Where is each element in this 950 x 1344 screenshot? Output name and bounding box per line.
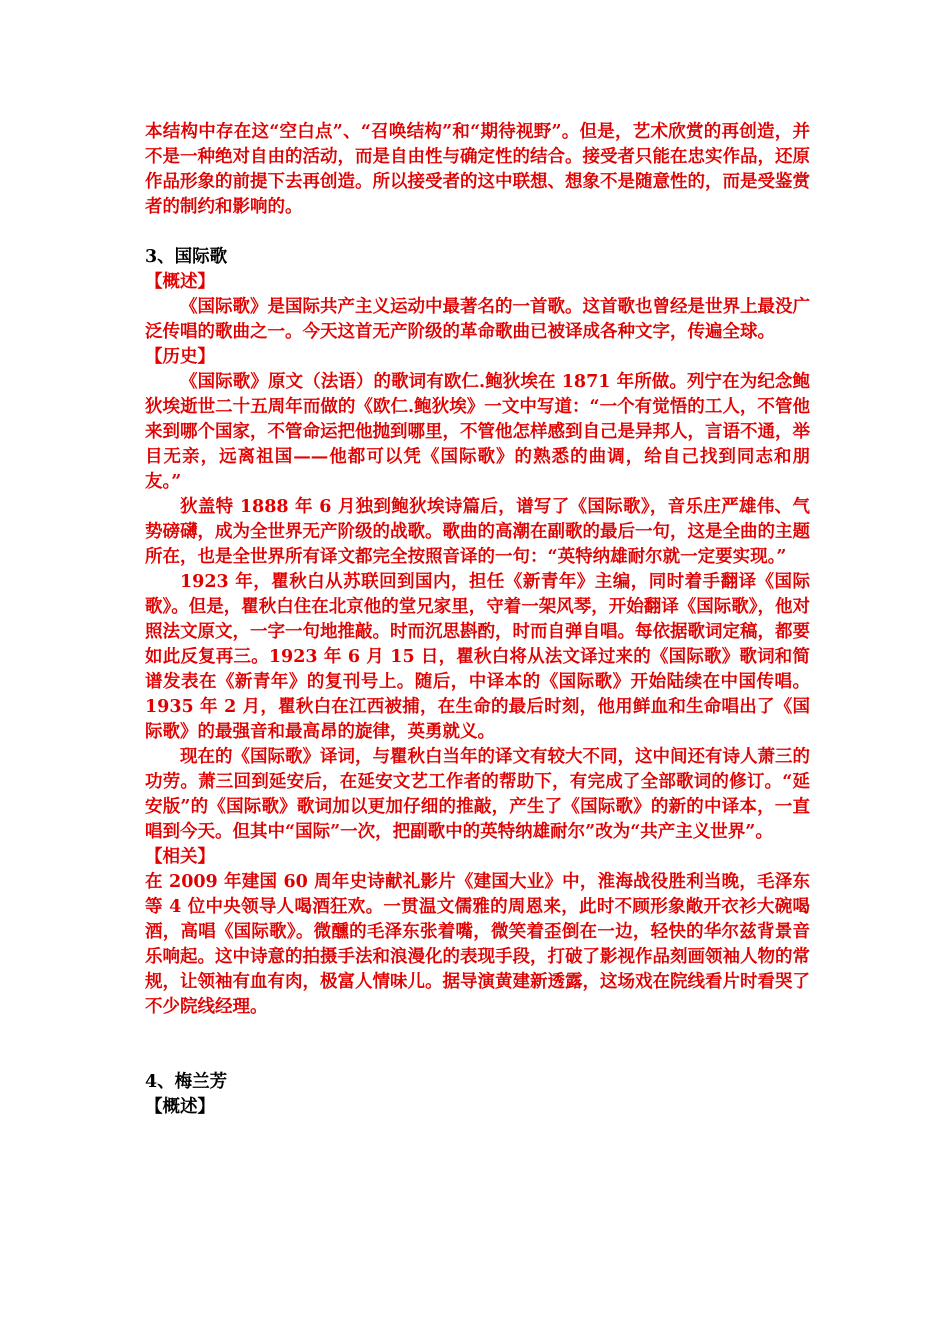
history-paragraph-1: 《国际歌》原文（法语）的歌词有欧仁.鲍狄埃在 1871 年所做。列宁在为纪念鲍狄埃逝世二十五周年而做的《欧仁.鲍狄埃》一文中写道：“一个有觉悟的工人，不管他来到哪个国家，不管命运把他抛到哪里，不管他怎样感到自己是异邦人，言语不通，举目无亲，远离祖国——他都可以凭《国际歌》的熟悉的曲调，给自己找到同志和朋友。” (145, 372, 810, 492)
section-title-mei-lanfang: 4、梅兰芳 (145, 1072, 228, 1092)
history-label: 【历史】 (145, 347, 215, 367)
intro-paragraph: 本结构中存在这“空白点”、“召唤结构”和“期待视野”。但是，艺术欣赏的再创造，并不是一种绝对自由的活动，而是自由性与确定性的结合。接受者只能在忠实作品，还原作品形象的前提下去再创造。所以接受者的这中联想、想象不是随意性的，而是受鉴赏者的制约和影响的。 (145, 122, 810, 217)
overview-label: 【概述】 (145, 272, 215, 292)
overview-paragraph: 《国际歌》是国际共产主义运动中最著名的一首歌。这首歌也曾经是世界上最没广泛传唱的歌曲之一。今天这首无产阶级的革命歌曲已被译成各种文字，传遍全球。 (145, 297, 810, 342)
history-paragraph-4: 现在的《国际歌》译词，与瞿秋白当年的译文有较大不同，这中间还有诗人萧三的功劳。萧三回到延安后，在延安文艺工作者的帮助下，有完成了全部歌词的修订。“延安版”的《国际歌》歌词加以更加仔细的推敲，产生了《国际歌》的新的中译本，一直唱到今天。但其中“国际”一次，把副歌中的英特纳雄耐尔”改为“共产主义世界”。 (145, 747, 810, 842)
section-title-internationale: 3、国际歌 (145, 247, 228, 267)
related-paragraph: 在 2009 年建国 60 周年史诗献礼影片《建国大业》中，淮海战役胜利当晚，毛泽东等 4 位中央领导人喝酒狂欢。一贯温文儒雅的周恩来，此时不顾形象敞开衣衫大碗喝酒，高唱《国际歌》。微醺的毛泽东张着嘴，微笑着歪倒在一边，轻快的华尔兹背景音乐响起。这中诗意的拍摄手法和浪漫化的表现手段，打破了影视作品刻画领袖人物的常规，让领袖有血有肉，极富人情味儿。据导演黄建新透露，这场戏在院线看片时看哭了不少院线经理。 (145, 872, 810, 1017)
related-label: 【相关】 (145, 847, 215, 867)
document-page (145, 120, 810, 1120)
overview-label-section4: 【概述】 (145, 1097, 215, 1117)
history-paragraph-3: 1923 年，瞿秋白从苏联回到国内，担任《新青年》主编，同时着手翻译《国际歌》。但是，瞿秋白住在北京他的堂兄家里，守着一架风琴，开始翻译《国际歌》，他对照法文原文，一字一句地推敲。时而沉思斟酌，时而自弹自唱。每依据歌词定稿，都要如此反复再三。1923 年 6 月 15 日，瞿秋白将从法文译过来的《国际歌》歌词和简谱发表在《新青年》的复刊号上。随后，中译本的《国际歌》开始陆续在中国传唱。1935 年 2 月，瞿秋白在江西被捕，在生命的最后时刻，他用鲜血和生命唱出了《国际歌》的最强音和最高昂的旋律，英勇就义。 (145, 572, 810, 742)
history-paragraph-2: 狄盖特 1888 年 6 月独到鲍狄埃诗篇后，谱写了《国际歌》，音乐庄严雄伟、气势磅礴，成为全世界无产阶级的战歌。歌曲的高潮在副歌的最后一句，这是全曲的主题所在，也是全世界所有译文都完全按照音译的一句：“英特纳雄耐尔就一定要实现。” (145, 497, 810, 567)
spacer (145, 1020, 810, 1070)
spacer (145, 220, 810, 245)
